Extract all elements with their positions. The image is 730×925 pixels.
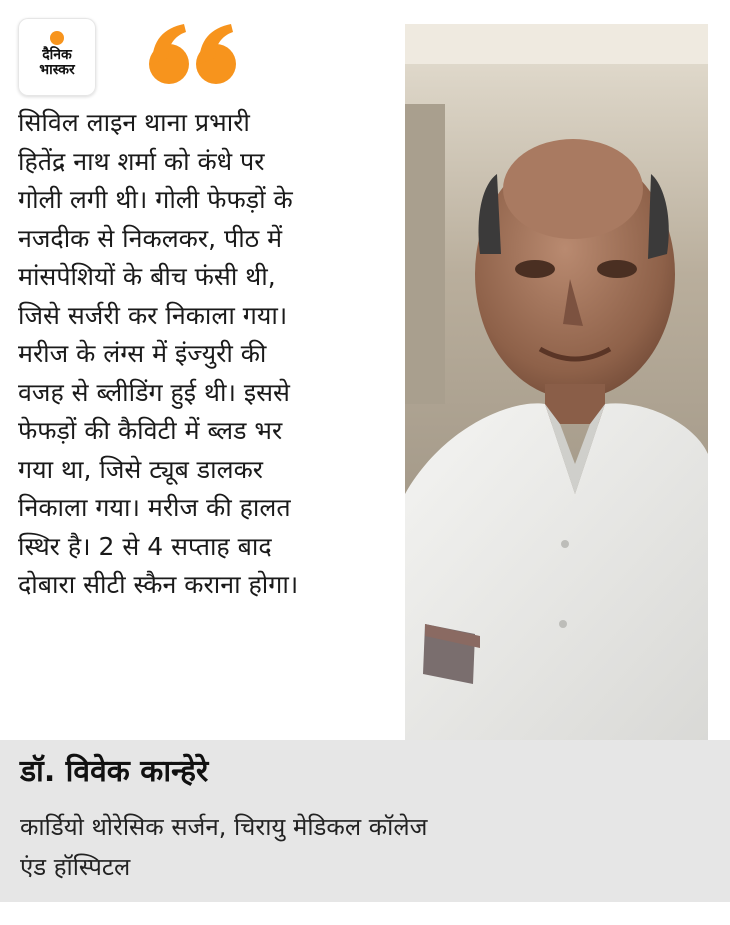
quote-icon (144, 6, 244, 86)
quote-line: निकाला गया। मरीज की हालत (18, 493, 291, 522)
quote-line: स्थिर है। 2 से 4 सप्ताह बाद (18, 531, 272, 561)
quote-line: जिसे सर्जरी कर निकाला गया। (18, 300, 288, 330)
quote-line: दोबारा सीटी स्कैन कराना होगा। (18, 570, 299, 599)
quote-text (18, 104, 398, 605)
designation-line: एंड हॉस्पिटल (20, 853, 131, 881)
brand-logo (18, 18, 96, 96)
logo-dot-icon (50, 31, 64, 45)
quote-line: वजह से ब्लीडिंग हुई थी। इससे (18, 377, 290, 407)
quote-line: सिविल लाइन थाना प्रभारी (18, 108, 250, 137)
designation-line: कार्डियो थोरेसिक सर्जन, चिरायु मेडिकल कॉलेज (20, 813, 428, 841)
quote-line: मांसपेशियों के बीच फंसी थी, (18, 262, 276, 291)
quote-line: नजदीक से निकलकर, पीठ में (18, 223, 283, 253)
logo-text-line2: भास्कर (39, 61, 75, 78)
person-name: डॉ. विवेक कान्हेरे (20, 754, 209, 789)
quote-line: हितेंद्र नाथ शर्मा को कंधे पर (18, 146, 265, 176)
logo-text-line1: दैनिक (42, 46, 72, 63)
quote-line: गया था, जिसे ट्यूब डालकर (18, 454, 264, 484)
quote-line: मरीज के लंग्स में इंज्युरी की (18, 339, 267, 368)
quote-line: फेफड़ों की कैविटी में ब्लड भर (18, 416, 283, 445)
portrait-photo (405, 24, 708, 740)
portrait-illustration (405, 24, 708, 740)
person-designation (20, 807, 427, 887)
quote-line: गोली लगी थी। गोली फेफड़ों के (18, 185, 293, 214)
